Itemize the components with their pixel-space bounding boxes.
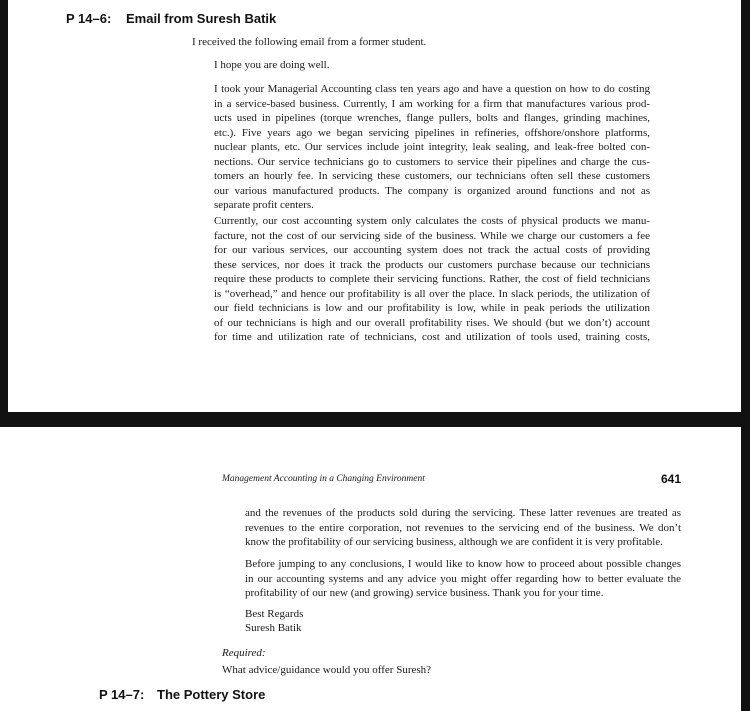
text-line: Before jumping to any conclusions, I would like to know how to proceed about possible changes <box>245 558 681 570</box>
text-line: of our technicians is high and our overall profitability rises. We should (but we don’t) account <box>214 316 650 329</box>
problem-14-7-title: The Pottery Store <box>157 687 266 702</box>
page-left-edge <box>0 0 8 412</box>
problem-14-7-heading <box>99 687 265 702</box>
text-line: know the profitability of our servicing business, although we are confident it is very profitable. <box>245 536 663 548</box>
text-line: nuclear plants, etc. Our services include joint integrity, leak sealing, and leak-free bolted con- <box>214 141 650 153</box>
text-line: nections. Our service technicians go to customers to service their pipelines and charge the cus- <box>214 155 650 168</box>
text-line: for time and utilization rate of technicians, cost and utilization of tools used, training costs, <box>214 331 650 343</box>
text-line: revenues to the entire corporation, not revenues to the servicing end of the business. We don’t <box>245 521 681 534</box>
text-line: and the revenues of the products sold during the servicing. These latter revenues are treated as <box>245 507 681 519</box>
required-question: What advice/guidance would you offer Suresh? <box>222 664 432 676</box>
problem-14-6-heading <box>66 11 276 26</box>
text-line: is “overhead,” and hence our profitability is all over the place. In slack periods, the utilization of <box>214 287 650 300</box>
intro-line: I received the following email from a former student. <box>192 36 427 48</box>
text-line: in a service-based business. Currently, I am working for a firm that manufactures various prod- <box>214 97 650 110</box>
text-line: tomers an hourly fee. In servicing these customers, our technicians often sell these customers <box>214 170 650 182</box>
text-line: facture, not the cost of our servicing side of the business. While we charge our customers a fee <box>214 229 650 242</box>
text-line: for our various services, our accounting system does not track the actual costs of providing <box>214 244 650 256</box>
email-paragraph-1 <box>214 82 650 213</box>
text-line: profitability of our new (and growing) service business. Thank you for your time. <box>245 587 604 599</box>
page-right-edge-bottom <box>741 427 750 711</box>
email-closing: Best Regards <box>245 608 304 620</box>
problem-14-7-number: P 14–7: <box>99 687 145 702</box>
problem-14-6-title: Email from Suresh Batik <box>126 11 277 26</box>
text-line: separate profit centers. <box>214 199 314 211</box>
text-line: our field technicians is low and our profitability is low, while in peak periods the utilization <box>214 302 650 314</box>
text-line: I took your Managerial Accounting class ten years ago and have a question on how to do costing <box>214 83 650 95</box>
text-line: require these products to complete their servicing functions. Rather, the cost of field technicians <box>214 273 650 285</box>
email-paragraph-2-continued <box>245 506 681 550</box>
page-number: 641 <box>661 472 682 486</box>
email-paragraph-2 <box>214 214 650 345</box>
text-line: etc.). Five years ago we began servicing pipelines in refineries, offshore/onshore platforms, <box>214 126 650 139</box>
text-line: ucts used in pipelines (torque wrenches, flange pullers, bolts and flanges, grinding machines, <box>214 112 650 124</box>
required-label: Required: <box>222 647 266 659</box>
problem-14-6-number: P 14–6: <box>66 11 112 26</box>
email-greeting: I hope you are doing well. <box>214 59 330 71</box>
running-head-title: Management Accounting in a Changing Environment <box>222 474 425 484</box>
email-paragraph-3 <box>245 557 681 601</box>
text-line: these services, nor does it track the products our customers purchase because our technicians <box>214 258 650 271</box>
text-line: Currently, our cost accounting system only calculates the costs of physical products we manu- <box>214 215 650 227</box>
page-right-edge-top <box>741 0 750 412</box>
text-line: in our accounting systems and any advice you might offer regarding how to better evaluate the <box>245 572 681 585</box>
email-signature: Suresh Batik <box>245 622 302 634</box>
page-gap <box>0 412 750 427</box>
text-line: our various manufactured products. The company is organized around functions and not as <box>214 184 650 197</box>
